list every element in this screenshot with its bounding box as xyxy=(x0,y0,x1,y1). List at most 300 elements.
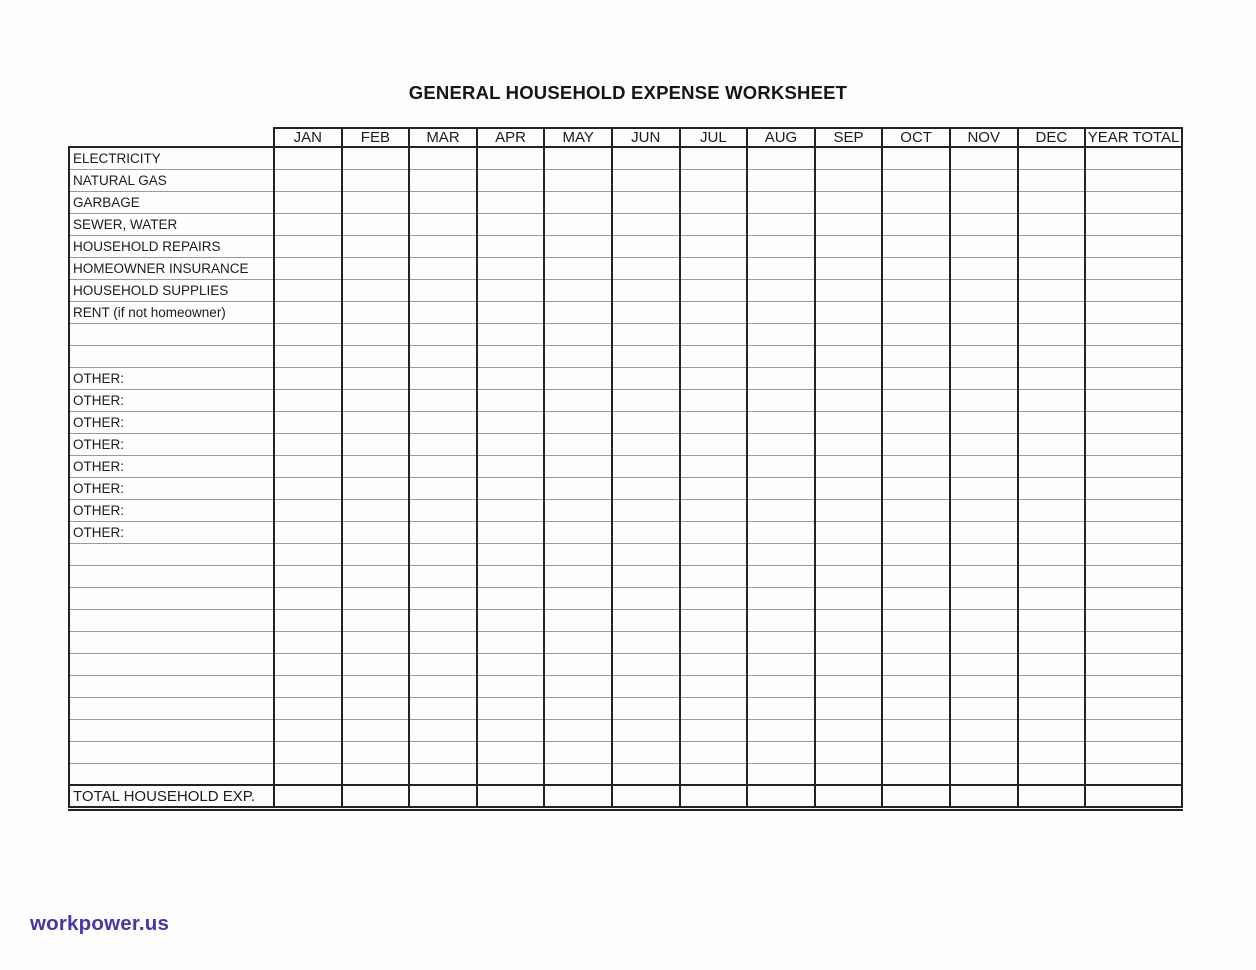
cell-sep-row-20 xyxy=(815,565,883,587)
row-label: RENT (if not homeowner) xyxy=(69,301,274,323)
cell-jun-row-20 xyxy=(612,565,680,587)
cell-nov-row-8 xyxy=(950,301,1018,323)
cell-jan-row-5 xyxy=(274,235,342,257)
cell-may-row-13 xyxy=(544,411,612,433)
cell-dec-row-13 xyxy=(1018,411,1086,433)
cell-dec-row-23 xyxy=(1018,631,1086,653)
cell-nov-row-12 xyxy=(950,389,1018,411)
expense-row xyxy=(69,433,1182,455)
cell-jan-row-30 xyxy=(274,785,342,807)
cell-jan-row-10 xyxy=(274,345,342,367)
cell-apr-row-4 xyxy=(477,213,545,235)
cell-apr-row-25 xyxy=(477,675,545,697)
cell-nov-row-4 xyxy=(950,213,1018,235)
cell-feb-row-25 xyxy=(342,675,410,697)
cell-dec-row-17 xyxy=(1018,499,1086,521)
cell-mar-row-26 xyxy=(409,697,477,719)
cell-dec-row-1 xyxy=(1018,147,1086,169)
cell-aug-row-30 xyxy=(747,785,815,807)
cell-feb-row-19 xyxy=(342,543,410,565)
cell-nov-row-5 xyxy=(950,235,1018,257)
row-label xyxy=(69,323,274,345)
cell-jul-row-19 xyxy=(680,543,748,565)
row-label: OTHER: xyxy=(69,521,274,543)
cell-feb-row-3 xyxy=(342,191,410,213)
cell-sep-row-10 xyxy=(815,345,883,367)
cell-may-row-1 xyxy=(544,147,612,169)
column-header-oct: OCT xyxy=(882,128,950,147)
cell-oct-row-21 xyxy=(882,587,950,609)
cell-oct-row-23 xyxy=(882,631,950,653)
cell-mar-row-21 xyxy=(409,587,477,609)
row-label: ELECTRICITY xyxy=(69,147,274,169)
cell-feb-row-28 xyxy=(342,741,410,763)
cell-may-row-4 xyxy=(544,213,612,235)
cell-may-row-12 xyxy=(544,389,612,411)
cell-jul-row-5 xyxy=(680,235,748,257)
blank-row xyxy=(69,763,1182,785)
cell-jul-row-6 xyxy=(680,257,748,279)
cell-jun-row-9 xyxy=(612,323,680,345)
cell-apr-row-12 xyxy=(477,389,545,411)
cell-oct-row-29 xyxy=(882,763,950,785)
cell-jul-row-2 xyxy=(680,169,748,191)
cell-oct-row-11 xyxy=(882,367,950,389)
cell-year-total-row-29 xyxy=(1085,763,1182,785)
cell-dec-row-24 xyxy=(1018,653,1086,675)
cell-feb-row-23 xyxy=(342,631,410,653)
cell-aug-row-24 xyxy=(747,653,815,675)
cell-may-row-26 xyxy=(544,697,612,719)
cell-jan-row-2 xyxy=(274,169,342,191)
cell-aug-row-11 xyxy=(747,367,815,389)
cell-jun-row-3 xyxy=(612,191,680,213)
cell-aug-row-7 xyxy=(747,279,815,301)
row-label xyxy=(69,609,274,631)
cell-jun-row-13 xyxy=(612,411,680,433)
cell-oct-row-13 xyxy=(882,411,950,433)
cell-dec-row-8 xyxy=(1018,301,1086,323)
cell-sep-row-16 xyxy=(815,477,883,499)
row-label xyxy=(69,565,274,587)
cell-dec-row-14 xyxy=(1018,433,1086,455)
cell-jun-row-1 xyxy=(612,147,680,169)
cell-oct-row-12 xyxy=(882,389,950,411)
cell-mar-row-14 xyxy=(409,433,477,455)
cell-jun-row-12 xyxy=(612,389,680,411)
row-label: SEWER, WATER xyxy=(69,213,274,235)
cell-may-row-29 xyxy=(544,763,612,785)
cell-apr-row-14 xyxy=(477,433,545,455)
cell-sep-row-24 xyxy=(815,653,883,675)
cell-sep-row-1 xyxy=(815,147,883,169)
cell-feb-row-16 xyxy=(342,477,410,499)
cell-mar-row-13 xyxy=(409,411,477,433)
cell-jul-row-12 xyxy=(680,389,748,411)
cell-nov-row-19 xyxy=(950,543,1018,565)
cell-jun-row-17 xyxy=(612,499,680,521)
blank-row xyxy=(69,653,1182,675)
expense-row xyxy=(69,411,1182,433)
cell-jul-row-29 xyxy=(680,763,748,785)
cell-sep-row-17 xyxy=(815,499,883,521)
cell-oct-row-17 xyxy=(882,499,950,521)
cell-mar-row-5 xyxy=(409,235,477,257)
cell-jan-row-19 xyxy=(274,543,342,565)
cell-year-total-row-30 xyxy=(1085,785,1182,807)
cell-jan-row-6 xyxy=(274,257,342,279)
cell-jul-row-28 xyxy=(680,741,748,763)
blank-row xyxy=(69,741,1182,763)
expense-row xyxy=(69,191,1182,213)
cell-jan-row-7 xyxy=(274,279,342,301)
cell-sep-row-27 xyxy=(815,719,883,741)
cell-apr-row-8 xyxy=(477,301,545,323)
cell-feb-row-13 xyxy=(342,411,410,433)
cell-dec-row-15 xyxy=(1018,455,1086,477)
cell-aug-row-10 xyxy=(747,345,815,367)
cell-year-total-row-25 xyxy=(1085,675,1182,697)
cell-aug-row-22 xyxy=(747,609,815,631)
cell-sep-row-26 xyxy=(815,697,883,719)
cell-apr-row-20 xyxy=(477,565,545,587)
cell-jun-row-14 xyxy=(612,433,680,455)
cell-jan-row-29 xyxy=(274,763,342,785)
cell-feb-row-7 xyxy=(342,279,410,301)
cell-apr-row-21 xyxy=(477,587,545,609)
cell-year-total-row-20 xyxy=(1085,565,1182,587)
cell-oct-row-9 xyxy=(882,323,950,345)
cell-sep-row-11 xyxy=(815,367,883,389)
cell-nov-row-9 xyxy=(950,323,1018,345)
cell-jan-row-28 xyxy=(274,741,342,763)
cell-dec-row-27 xyxy=(1018,719,1086,741)
cell-jul-row-4 xyxy=(680,213,748,235)
column-header-jul: JUL xyxy=(680,128,748,147)
cell-year-total-row-28 xyxy=(1085,741,1182,763)
cell-oct-row-16 xyxy=(882,477,950,499)
cell-nov-row-6 xyxy=(950,257,1018,279)
cell-feb-row-27 xyxy=(342,719,410,741)
cell-jan-row-21 xyxy=(274,587,342,609)
cell-may-row-25 xyxy=(544,675,612,697)
cell-nov-row-25 xyxy=(950,675,1018,697)
cell-aug-row-13 xyxy=(747,411,815,433)
cell-sep-row-7 xyxy=(815,279,883,301)
cell-year-total-row-10 xyxy=(1085,345,1182,367)
cell-dec-row-28 xyxy=(1018,741,1086,763)
cell-aug-row-25 xyxy=(747,675,815,697)
cell-jan-row-12 xyxy=(274,389,342,411)
blank-row xyxy=(69,323,1182,345)
blank-row xyxy=(69,675,1182,697)
cell-sep-row-3 xyxy=(815,191,883,213)
cell-nov-row-24 xyxy=(950,653,1018,675)
expense-row xyxy=(69,521,1182,543)
blank-row xyxy=(69,697,1182,719)
cell-jan-row-17 xyxy=(274,499,342,521)
column-header-feb: FEB xyxy=(342,128,410,147)
cell-sep-row-15 xyxy=(815,455,883,477)
cell-apr-row-29 xyxy=(477,763,545,785)
cell-dec-row-29 xyxy=(1018,763,1086,785)
expense-row xyxy=(69,279,1182,301)
cell-may-row-8 xyxy=(544,301,612,323)
cell-mar-row-7 xyxy=(409,279,477,301)
cell-oct-row-19 xyxy=(882,543,950,565)
column-header-apr: APR xyxy=(477,128,545,147)
cell-jul-row-7 xyxy=(680,279,748,301)
cell-jun-row-26 xyxy=(612,697,680,719)
cell-may-row-9 xyxy=(544,323,612,345)
column-header-year-total: YEAR TOTAL xyxy=(1085,128,1182,147)
cell-apr-row-10 xyxy=(477,345,545,367)
cell-oct-row-14 xyxy=(882,433,950,455)
cell-apr-row-13 xyxy=(477,411,545,433)
cell-aug-row-4 xyxy=(747,213,815,235)
cell-jul-row-26 xyxy=(680,697,748,719)
cell-year-total-row-24 xyxy=(1085,653,1182,675)
cell-oct-row-3 xyxy=(882,191,950,213)
cell-mar-row-10 xyxy=(409,345,477,367)
total-row xyxy=(69,785,1182,807)
cell-aug-row-14 xyxy=(747,433,815,455)
row-label xyxy=(69,345,274,367)
cell-oct-row-6 xyxy=(882,257,950,279)
cell-mar-row-20 xyxy=(409,565,477,587)
cell-aug-row-23 xyxy=(747,631,815,653)
cell-mar-row-28 xyxy=(409,741,477,763)
cell-aug-row-6 xyxy=(747,257,815,279)
cell-mar-row-9 xyxy=(409,323,477,345)
cell-oct-row-1 xyxy=(882,147,950,169)
cell-may-row-28 xyxy=(544,741,612,763)
cell-nov-row-11 xyxy=(950,367,1018,389)
cell-may-row-18 xyxy=(544,521,612,543)
blank-row xyxy=(69,345,1182,367)
cell-nov-row-16 xyxy=(950,477,1018,499)
cell-jan-row-1 xyxy=(274,147,342,169)
blank-row xyxy=(69,719,1182,741)
cell-aug-row-21 xyxy=(747,587,815,609)
cell-jan-row-23 xyxy=(274,631,342,653)
cell-jun-row-23 xyxy=(612,631,680,653)
cell-jul-row-13 xyxy=(680,411,748,433)
cell-jun-row-6 xyxy=(612,257,680,279)
cell-sep-row-18 xyxy=(815,521,883,543)
cell-mar-row-11 xyxy=(409,367,477,389)
row-label xyxy=(69,543,274,565)
cell-may-row-10 xyxy=(544,345,612,367)
cell-nov-row-10 xyxy=(950,345,1018,367)
cell-mar-row-3 xyxy=(409,191,477,213)
cell-feb-row-12 xyxy=(342,389,410,411)
cell-oct-row-22 xyxy=(882,609,950,631)
cell-mar-row-12 xyxy=(409,389,477,411)
cell-may-row-23 xyxy=(544,631,612,653)
cell-aug-row-5 xyxy=(747,235,815,257)
cell-may-row-3 xyxy=(544,191,612,213)
row-label: HOUSEHOLD REPAIRS xyxy=(69,235,274,257)
cell-jul-row-20 xyxy=(680,565,748,587)
row-label xyxy=(69,763,274,785)
cell-aug-row-17 xyxy=(747,499,815,521)
cell-year-total-row-12 xyxy=(1085,389,1182,411)
worksheet-title: GENERAL HOUSEHOLD EXPENSE WORKSHEET xyxy=(408,82,848,103)
cell-dec-row-3 xyxy=(1018,191,1086,213)
cell-feb-row-29 xyxy=(342,763,410,785)
expense-row xyxy=(69,367,1182,389)
blank-row xyxy=(69,543,1182,565)
cell-year-total-row-19 xyxy=(1085,543,1182,565)
cell-feb-row-18 xyxy=(342,521,410,543)
blank-row xyxy=(69,565,1182,587)
cell-sep-row-5 xyxy=(815,235,883,257)
cell-apr-row-19 xyxy=(477,543,545,565)
cell-year-total-row-2 xyxy=(1085,169,1182,191)
cell-nov-row-3 xyxy=(950,191,1018,213)
cell-sep-row-21 xyxy=(815,587,883,609)
cell-jan-row-13 xyxy=(274,411,342,433)
cell-oct-row-30 xyxy=(882,785,950,807)
cell-apr-row-24 xyxy=(477,653,545,675)
cell-mar-row-6 xyxy=(409,257,477,279)
row-label: NATURAL GAS xyxy=(69,169,274,191)
cell-feb-row-11 xyxy=(342,367,410,389)
cell-year-total-row-13 xyxy=(1085,411,1182,433)
cell-jun-row-18 xyxy=(612,521,680,543)
cell-feb-row-20 xyxy=(342,565,410,587)
cell-jun-row-4 xyxy=(612,213,680,235)
cell-year-total-row-15 xyxy=(1085,455,1182,477)
cell-feb-row-1 xyxy=(342,147,410,169)
cell-dec-row-5 xyxy=(1018,235,1086,257)
cell-oct-row-4 xyxy=(882,213,950,235)
cell-year-total-row-7 xyxy=(1085,279,1182,301)
cell-may-row-17 xyxy=(544,499,612,521)
cell-jan-row-26 xyxy=(274,697,342,719)
cell-mar-row-4 xyxy=(409,213,477,235)
cell-nov-row-30 xyxy=(950,785,1018,807)
cell-jan-row-9 xyxy=(274,323,342,345)
cell-jan-row-24 xyxy=(274,653,342,675)
cell-jul-row-9 xyxy=(680,323,748,345)
cell-jun-row-24 xyxy=(612,653,680,675)
total-row-label: TOTAL HOUSEHOLD EXP. xyxy=(69,785,274,807)
row-label: OTHER: xyxy=(69,477,274,499)
cell-dec-row-6 xyxy=(1018,257,1086,279)
cell-aug-row-26 xyxy=(747,697,815,719)
cell-apr-row-9 xyxy=(477,323,545,345)
cell-sep-row-6 xyxy=(815,257,883,279)
cell-oct-row-10 xyxy=(882,345,950,367)
cell-jul-row-17 xyxy=(680,499,748,521)
row-label xyxy=(69,697,274,719)
cell-jun-row-16 xyxy=(612,477,680,499)
cell-feb-row-26 xyxy=(342,697,410,719)
cell-year-total-row-26 xyxy=(1085,697,1182,719)
cell-jul-row-21 xyxy=(680,587,748,609)
cell-jul-row-22 xyxy=(680,609,748,631)
cell-jun-row-22 xyxy=(612,609,680,631)
cell-feb-row-17 xyxy=(342,499,410,521)
expense-row xyxy=(69,389,1182,411)
cell-oct-row-28 xyxy=(882,741,950,763)
cell-may-row-16 xyxy=(544,477,612,499)
row-label: OTHER: xyxy=(69,499,274,521)
cell-nov-row-23 xyxy=(950,631,1018,653)
row-label: OTHER: xyxy=(69,455,274,477)
cell-apr-row-17 xyxy=(477,499,545,521)
column-header-nov: NOV xyxy=(950,128,1018,147)
cell-nov-row-27 xyxy=(950,719,1018,741)
cell-jun-row-8 xyxy=(612,301,680,323)
table-header xyxy=(69,128,1182,147)
cell-may-row-15 xyxy=(544,455,612,477)
cell-mar-row-30 xyxy=(409,785,477,807)
cell-jun-row-11 xyxy=(612,367,680,389)
column-header-aug: AUG xyxy=(747,128,815,147)
cell-may-row-5 xyxy=(544,235,612,257)
cell-dec-row-26 xyxy=(1018,697,1086,719)
cell-year-total-row-3 xyxy=(1085,191,1182,213)
expense-row xyxy=(69,257,1182,279)
cell-jan-row-8 xyxy=(274,301,342,323)
cell-dec-row-16 xyxy=(1018,477,1086,499)
cell-dec-row-7 xyxy=(1018,279,1086,301)
cell-may-row-30 xyxy=(544,785,612,807)
cell-jun-row-25 xyxy=(612,675,680,697)
expense-table-container xyxy=(68,127,1183,811)
cell-year-total-row-11 xyxy=(1085,367,1182,389)
cell-dec-row-21 xyxy=(1018,587,1086,609)
cell-oct-row-8 xyxy=(882,301,950,323)
cell-jan-row-25 xyxy=(274,675,342,697)
cell-mar-row-15 xyxy=(409,455,477,477)
expense-row xyxy=(69,169,1182,191)
cell-year-total-row-5 xyxy=(1085,235,1182,257)
cell-jun-row-7 xyxy=(612,279,680,301)
cell-sep-row-13 xyxy=(815,411,883,433)
row-label xyxy=(69,587,274,609)
cell-mar-row-1 xyxy=(409,147,477,169)
cell-mar-row-27 xyxy=(409,719,477,741)
table-bottom-double-rule xyxy=(68,809,1183,811)
cell-feb-row-6 xyxy=(342,257,410,279)
cell-feb-row-24 xyxy=(342,653,410,675)
cell-jan-row-18 xyxy=(274,521,342,543)
cell-oct-row-18 xyxy=(882,521,950,543)
cell-feb-row-10 xyxy=(342,345,410,367)
brand-watermark: workpower.us xyxy=(30,912,170,935)
cell-year-total-row-9 xyxy=(1085,323,1182,345)
row-label: HOUSEHOLD SUPPLIES xyxy=(69,279,274,301)
cell-apr-row-18 xyxy=(477,521,545,543)
cell-aug-row-1 xyxy=(747,147,815,169)
expense-row xyxy=(69,147,1182,169)
row-label xyxy=(69,675,274,697)
cell-jun-row-15 xyxy=(612,455,680,477)
cell-apr-row-2 xyxy=(477,169,545,191)
cell-nov-row-7 xyxy=(950,279,1018,301)
cell-oct-row-24 xyxy=(882,653,950,675)
row-label: OTHER: xyxy=(69,433,274,455)
cell-jul-row-24 xyxy=(680,653,748,675)
cell-may-row-14 xyxy=(544,433,612,455)
cell-feb-row-2 xyxy=(342,169,410,191)
blank-row xyxy=(69,587,1182,609)
cell-jun-row-2 xyxy=(612,169,680,191)
